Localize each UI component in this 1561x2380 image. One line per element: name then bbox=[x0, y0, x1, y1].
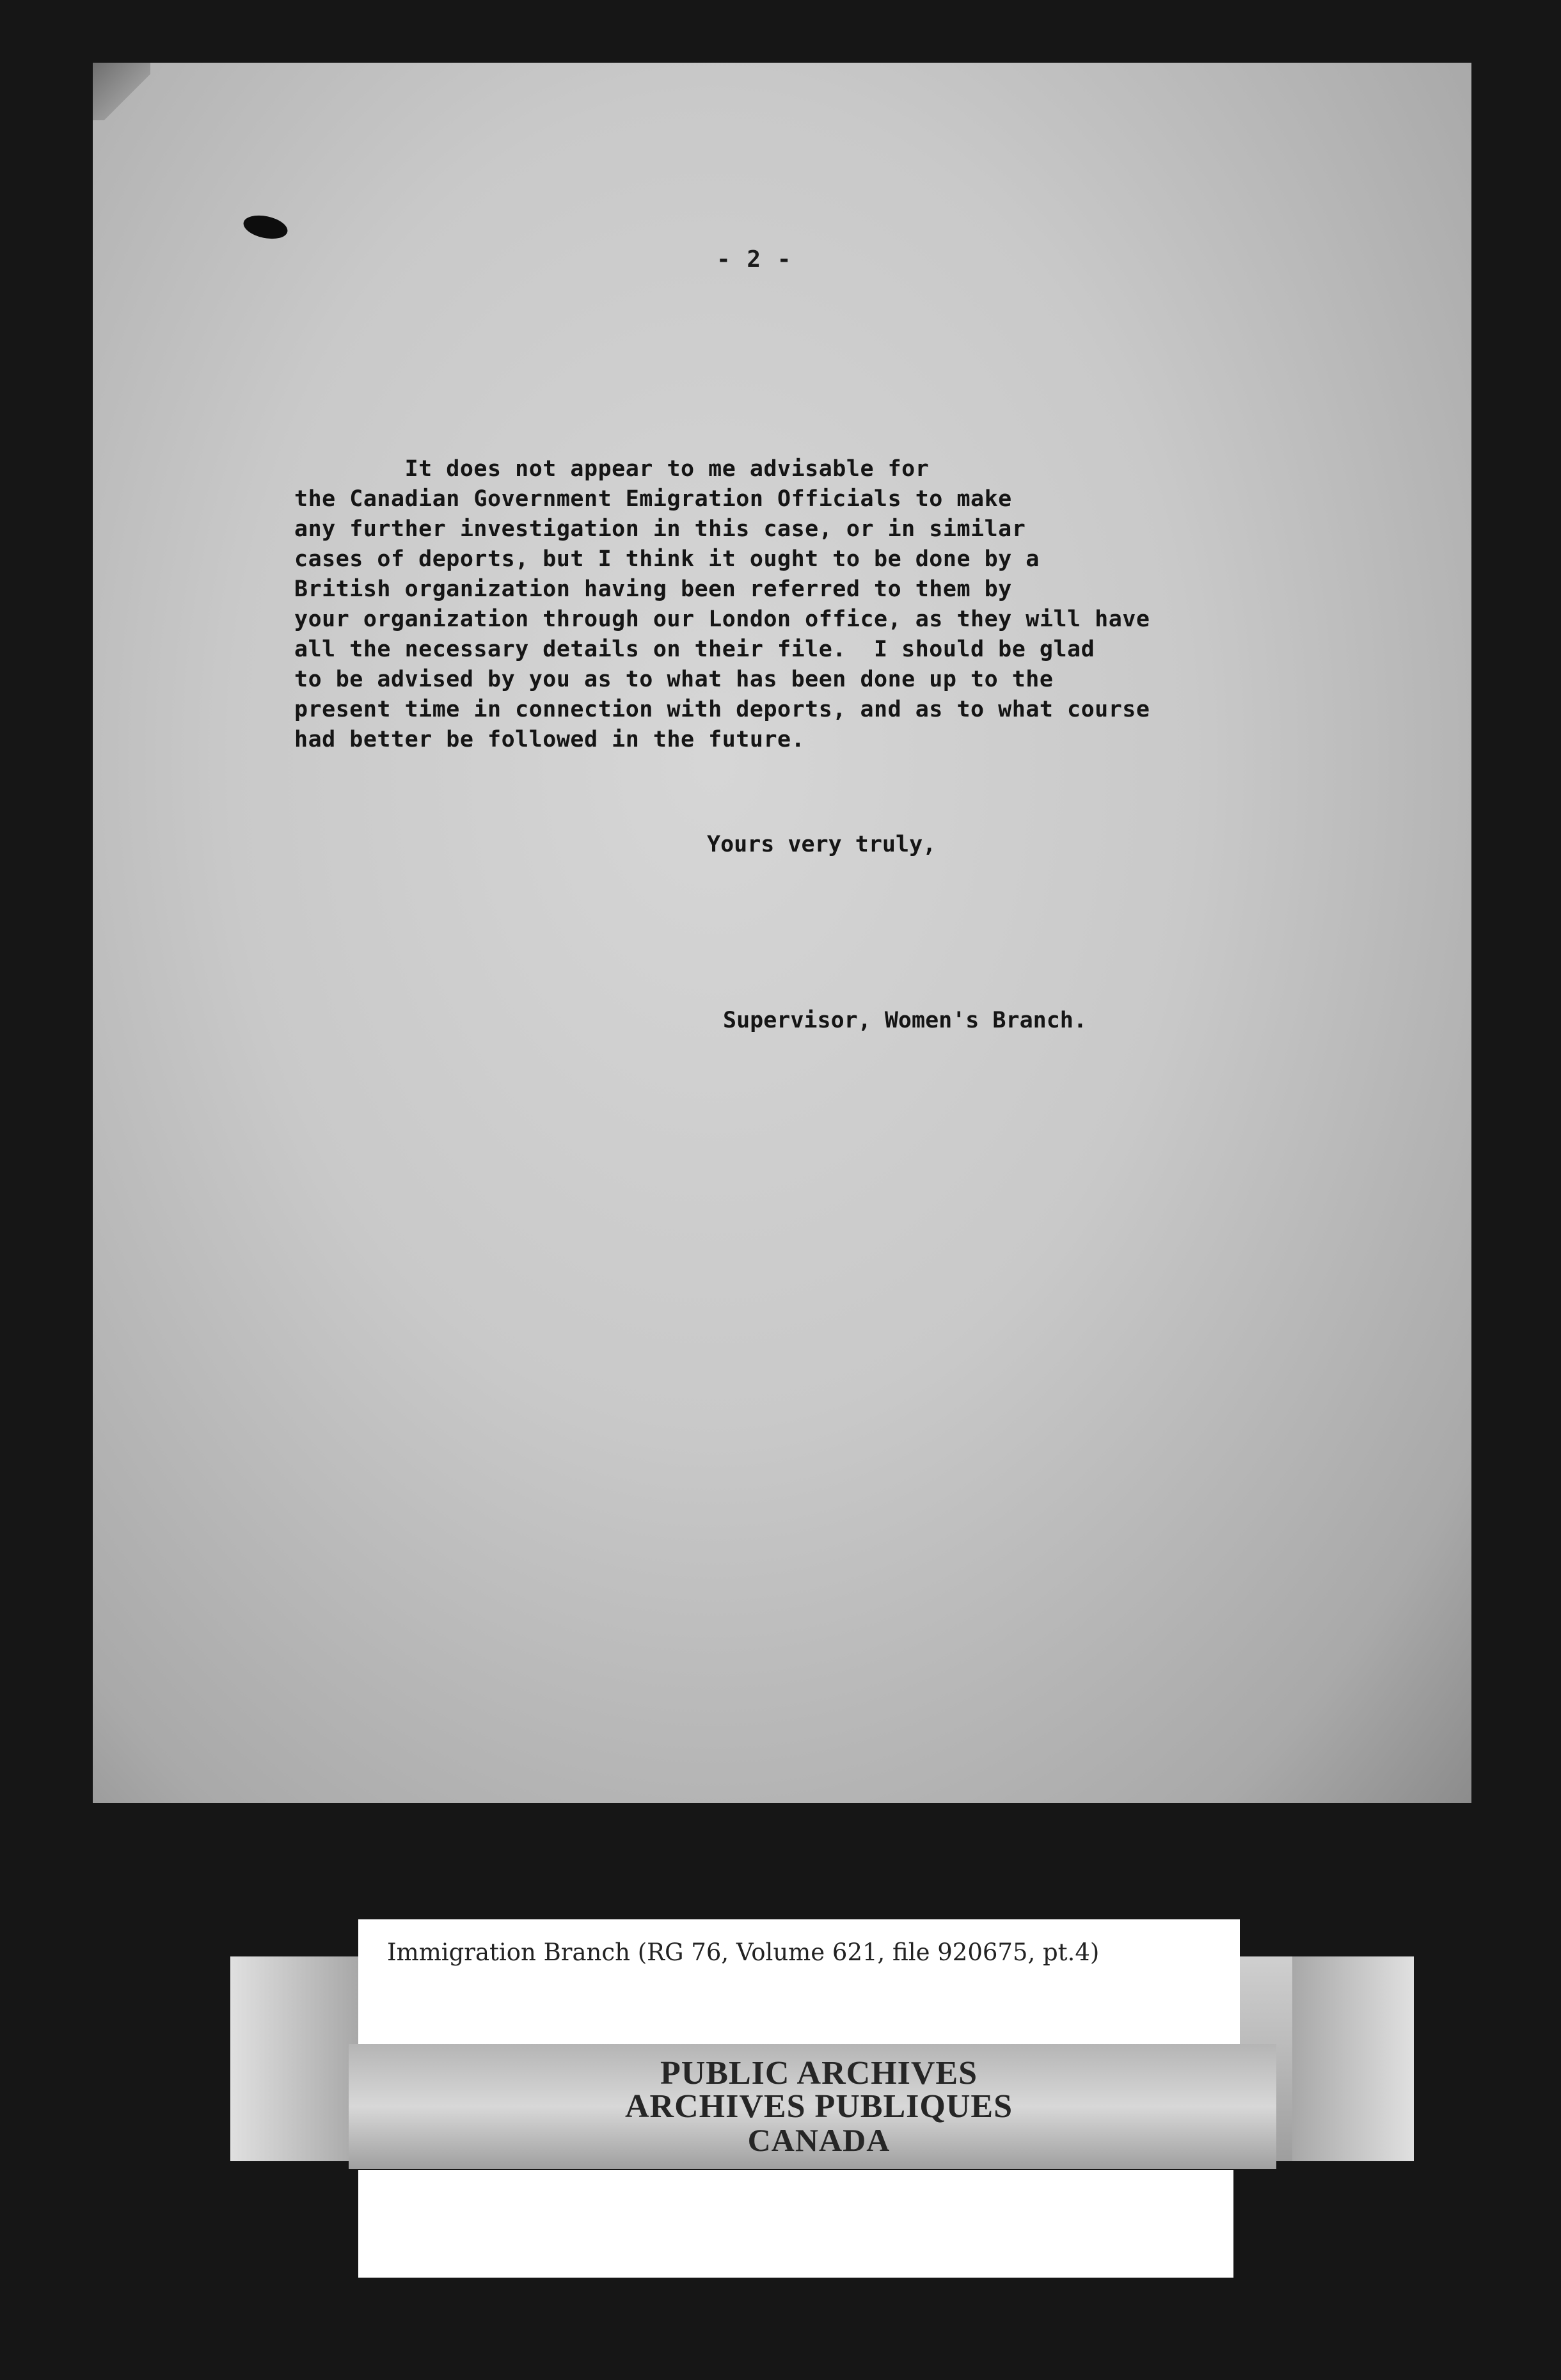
letter-closing: Yours very truly, bbox=[707, 832, 937, 857]
body-line: cases of deports, but I think it ought to be done by a bbox=[294, 546, 1040, 572]
stamp-line-2: ARCHIVES PUBLIQUES bbox=[624, 2088, 1013, 2125]
archive-reference: Immigration Branch (RG 76, Volume 621, file 920675, pt.4) bbox=[387, 1939, 1100, 1966]
body-line: British organization having been referred to them by bbox=[294, 576, 1012, 602]
body-line: all the necessary details on their file. I should be glad bbox=[294, 637, 1095, 662]
label-strip-left-edge bbox=[230, 1956, 358, 2161]
body-line: It does not appear to me advisable for bbox=[294, 456, 930, 482]
blank-label-card bbox=[358, 2170, 1233, 2278]
body-line: had better be followed in the future. bbox=[294, 727, 805, 752]
signature-title: Supervisor, Women's Branch. bbox=[723, 1008, 1087, 1033]
body-line: to be advised by you as to what has been done up to the bbox=[294, 667, 1054, 692]
letter-body bbox=[294, 454, 1382, 755]
body-line: present time in connection with deports, and as to what course bbox=[294, 697, 1150, 722]
body-line: any further investigation in this case, or in similar bbox=[294, 516, 1026, 542]
label-strip-right-edge bbox=[1292, 1956, 1414, 2161]
body-line: the Canadian Government Emigration Officials to make bbox=[294, 486, 1012, 512]
stamp-line-3: CANADA bbox=[747, 2122, 891, 2158]
body-line: your organization through our London office, as they will have bbox=[294, 607, 1150, 632]
punch-hole bbox=[241, 212, 290, 242]
page-number: - 2 - bbox=[717, 246, 793, 273]
page-corner-fold bbox=[93, 63, 150, 120]
public-archives-stamp bbox=[595, 2057, 1043, 2157]
stamp-line-1: PUBLIC ARCHIVES bbox=[660, 2055, 978, 2091]
letter-page bbox=[93, 63, 1471, 1803]
